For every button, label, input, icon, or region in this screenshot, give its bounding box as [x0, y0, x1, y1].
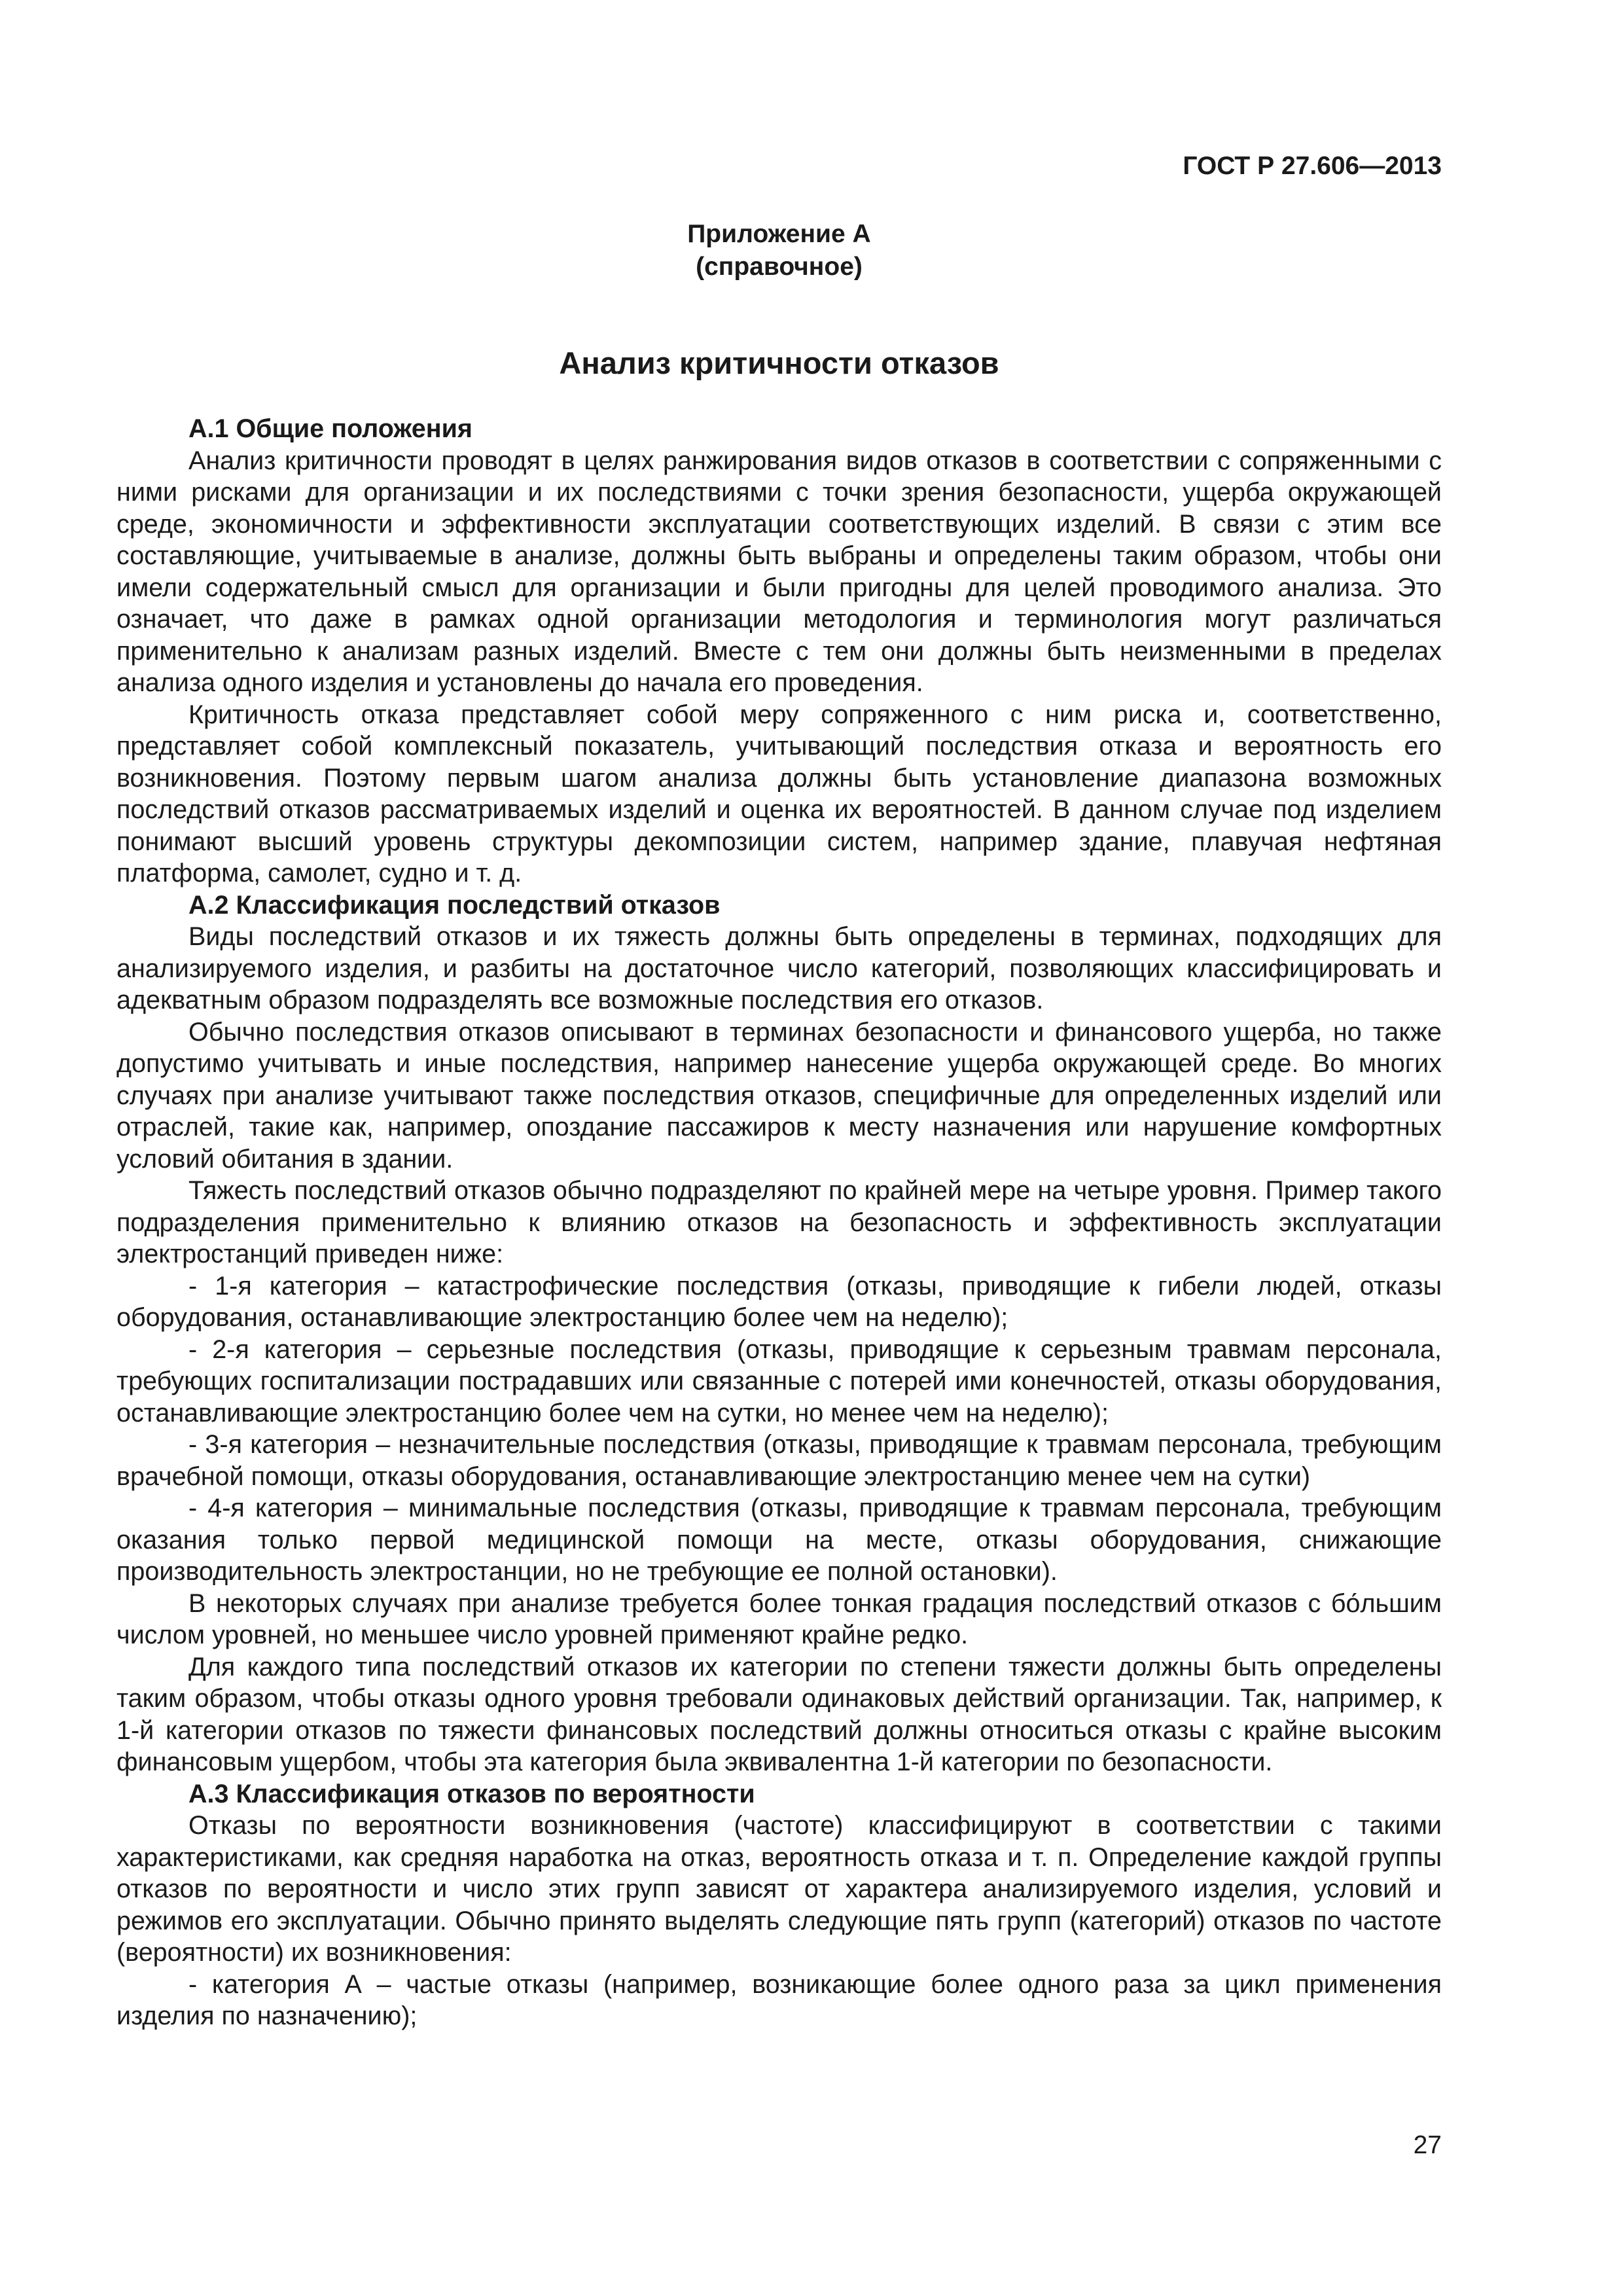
section-heading: А.2 Классификация последствий отказов — [188, 890, 721, 920]
paragraph: Обычно последствия отказов описывают в терминах безопасности и финансового ущерба, но также допустимо учитывать и иные последствия, например нанесение ущерба окружающей среде. Во многих случаях при анализе учитывают также последствия отказов, специфичные для определенных изделий или отраслей, такие как, например, опоздание пассажиров к месту назначения или нарушение комфортных условий обитания в здании. — [116, 1017, 1442, 1174]
annex-heading — [116, 218, 1442, 283]
paragraph: Виды последствий отказов и их тяжесть должны быть определены в терминах, подходящих для анализируемого изделия, и разбиты на достаточное число категорий, позволяющих классифицировать и адекватным образом подразделять все возможные последствия его отказов. — [116, 922, 1442, 1014]
section-a1 — [116, 413, 1442, 889]
paragraph: Анализ критичности проводят в целях ранжирования видов отказов в соответствии с сопряженными с ними рисками для организации и их последствиями с точки зрения безопасности, ущерба окружающей среде, экономичности и эффективности эксплуатации соответствующих изделий. В связи с этим все составляющие, учитываемые в анализе, должны быть выбраны и определены таким образом, чтобы они имели содержательный смысл для организации и были пригодны для целей проводимого анализа. Это означает, что даже в рамках одной организации методология и терминология могут различаться применительно к анализам разных изделий. Вместе с тем они должны быть неизменными в пределах анализа одного изделия и установлены до начала его проведения. — [116, 446, 1442, 697]
annex-type: (справочное) — [696, 253, 863, 281]
document-body — [116, 413, 1442, 2032]
paragraph: Критичность отказа представляет собой меру сопряженного с ним риска и, соответственно, представляет собой комплексный показатель, учитывающий последствия отказа и вероятность его возникновения. Поэтому первым шагом анализа должны быть установление диапазона возможных последствий отказов рассматриваемых изделий и оценка их вероятностей. В данном случае под изделием понимают высший уровень структуры декомпозиции систем, например здание, плавучая нефтяная платформа, самолет, судно и т. д. — [116, 700, 1442, 888]
list-item: - категория А – частые отказы (например, возникающие более одного раза за цикл применения изделия по назначению); — [116, 1969, 1442, 2030]
list-item: - 1-я категория – катастрофические последствия (отказы, приводящие к гибели людей, отказы оборудования, останавливающие электростанцию более чем на неделю); — [116, 1271, 1442, 1332]
section-a2 — [116, 889, 1442, 1778]
document-title: Анализ критичности отказов — [559, 346, 999, 380]
annex-label: Приложение А — [687, 220, 871, 248]
page-number: 27 — [1413, 2131, 1442, 2159]
standard-code: ГОСТ Р 27.606—2013 — [1183, 152, 1442, 180]
section-heading: А.3 Классификация отказов по вероятности — [188, 1779, 755, 1808]
paragraph: Тяжесть последствий отказов обычно подразделяют по крайней мере на четыре уровня. Пример такого подразделения применительно к влиянию отказов на безопасность и эффективность эксплуатации электростанций приведен ниже: — [116, 1176, 1442, 1268]
paragraph: Для каждого типа последствий отказов их категории по степени тяжести должны быть определены таким образом, чтобы отказы одного уровня требовали одинаковых действий организации. Так, например, к 1-й категории отказов по тяжести финансовых последствий должны относиться отказы с крайне высоким финансовым ущербом, чтобы эта категория была эквивалентна 1-й категории по безопасности. — [116, 1652, 1442, 1776]
list-item: - 3-я категория – незначительные последствия (отказы, приводящие к травмам персонала, требующим врачебной помощи, отказы оборудования, останавливающие электростанцию менее чем на сутки) — [116, 1430, 1442, 1491]
list-item: - 2-я категория – серьезные последствия (отказы, приводящие к серьезным травмам персонала, требующих госпитализации пострадавших или связанные с потерей ими конечностей, отказы оборудования, останавливающие электростанцию более чем на сутки, но менее чем на неделю); — [116, 1335, 1442, 1427]
paragraph: В некоторых случаях при анализе требуется более тонкая градация последствий отказов с бо́льшим числом уровней, но меньшее число уровней применяют крайне редко. — [116, 1588, 1442, 1649]
section-a3 — [116, 1778, 1442, 2032]
paragraph: Отказы по вероятности возникновения (частоте) классифицируют в соответствии с такими характеристиками, как средняя наработка на отказ, вероятность отказа и т. п. Определение каждой группы отказов по вероятности и число этих групп зависят от характера анализируемого изделия, условий и режимов его эксплуатации. Обычно принято выделять следующие пять групп (категорий) отказов по частоте (вероятности) их возникновения: — [116, 1811, 1442, 1967]
section-heading: А.1 Общие положения — [188, 414, 473, 443]
document-page — [116, 0, 1442, 2296]
list-item: - 4-я категория – минимальные последствия (отказы, приводящие к травмам персонала, требующим оказания только первой медицинской помощи на месте, отказы оборудования, снижающие производительность электростанции, но не требующие ее полной остановки). — [116, 1494, 1442, 1586]
